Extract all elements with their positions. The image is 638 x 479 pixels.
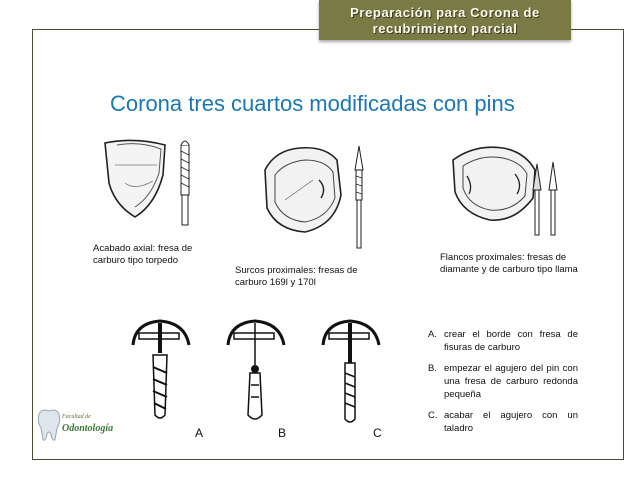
header-line-2: recubrimiento parcial bbox=[372, 21, 518, 36]
header-line-1: Preparación para Corona de bbox=[350, 5, 540, 20]
logo-line-1: Facultad de bbox=[62, 414, 91, 420]
pin-step-b bbox=[228, 321, 286, 440]
step-a-text: crear el borde con fresa de fisuras de carburo bbox=[444, 329, 578, 353]
steps-list bbox=[428, 328, 578, 443]
header-banner bbox=[319, 0, 571, 40]
pin-label-c: C bbox=[373, 426, 382, 440]
step-b-text: empezar el agujero del pin con una fresa de carburo redonda pequeña bbox=[444, 363, 578, 400]
step-a bbox=[428, 328, 578, 354]
step-b bbox=[428, 362, 578, 401]
pin-label-a: A bbox=[195, 426, 204, 440]
step-a-key: A. bbox=[428, 329, 437, 340]
illustration-proximal-grooves bbox=[255, 140, 375, 260]
faculty-logo bbox=[34, 406, 114, 454]
step-c-key: C. bbox=[428, 410, 438, 421]
step-b-key: B. bbox=[428, 363, 437, 374]
pin-step-a bbox=[133, 321, 203, 440]
illustration-proximal-flares bbox=[445, 140, 575, 245]
step-c bbox=[428, 409, 578, 435]
caption-axial-finish: Acabado axial: fresa de carburo tipo torpedo bbox=[93, 243, 193, 266]
pin-label-b: B bbox=[278, 426, 287, 440]
slide-title: Corona tres cuartos modificadas con pins bbox=[110, 91, 515, 116]
tooth-icon bbox=[36, 408, 62, 442]
illustration-axial-finish bbox=[95, 135, 210, 235]
step-c-text: acabar el agujero con un taladro bbox=[444, 410, 578, 434]
logo-line-2: Odontología bbox=[62, 423, 114, 434]
caption-proximal-flares: Flancos proximales: fresas de diamante y de carburo tipo llama bbox=[440, 252, 578, 275]
illustration-pin-sequence bbox=[125, 315, 395, 440]
pin-step-c bbox=[323, 321, 382, 440]
caption-proximal-grooves: Surcos proximales: fresas de carburo 169l y 170l bbox=[235, 265, 358, 288]
